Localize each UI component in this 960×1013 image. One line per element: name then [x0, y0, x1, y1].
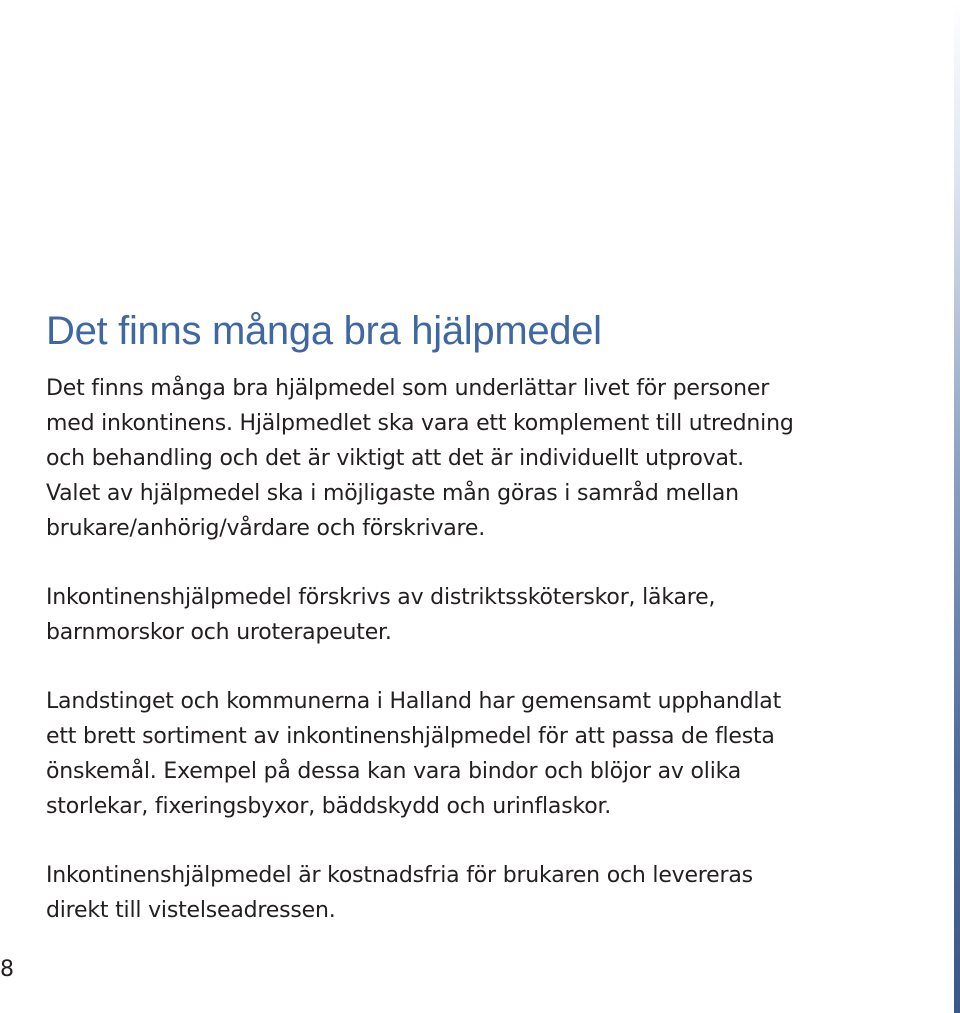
main-content [46, 305, 906, 962]
text-line: Det finns många bra hjälpmedel som underlättar livet för personer [46, 376, 770, 401]
text-line: Inkontinenshjälpmedel är kostnadsfria för brukaren och levereras [46, 863, 753, 888]
text-line: storlekar, fixeringsbyxor, bäddskydd och urinflaskor. [46, 794, 612, 819]
paragraph-procurement [46, 684, 906, 824]
page-heading: Det finns många bra hjälpmedel [46, 309, 602, 353]
text-line: ett brett sortiment av inkontinenshjälpmedel för att passa de flesta [46, 724, 775, 749]
page-number: 8 [0, 957, 14, 982]
text-line: brukare/anhörig/vårdare och förskrivare. [46, 516, 486, 541]
text-line: önskemål. Exempel på dessa kan vara bindor och blöjor av olika [46, 759, 742, 784]
paragraph-cost [46, 858, 906, 928]
page-edge-bar [954, 0, 960, 1013]
paragraph-prescribers [46, 580, 906, 650]
paragraph-intro [46, 371, 906, 546]
text-line: Landstinget och kommunerna i Halland har gemensamt upphandlat [46, 689, 782, 714]
text-line: och behandling och det är viktigt att det är individuellt utprovat. [46, 446, 744, 471]
text-line: barnmorskor och uroterapeuter. [46, 620, 392, 645]
text-line: Inkontinenshjälpmedel förskrivs av distriktssköterskor, läkare, [46, 585, 716, 610]
text-line: med inkontinens. Hjälpmedlet ska vara ett komplement till utredning [46, 411, 794, 436]
text-line: direkt till vistelseadressen. [46, 898, 336, 923]
text-line: Valet av hjälpmedel ska i möjligaste mån göras i samråd mellan [46, 481, 739, 506]
